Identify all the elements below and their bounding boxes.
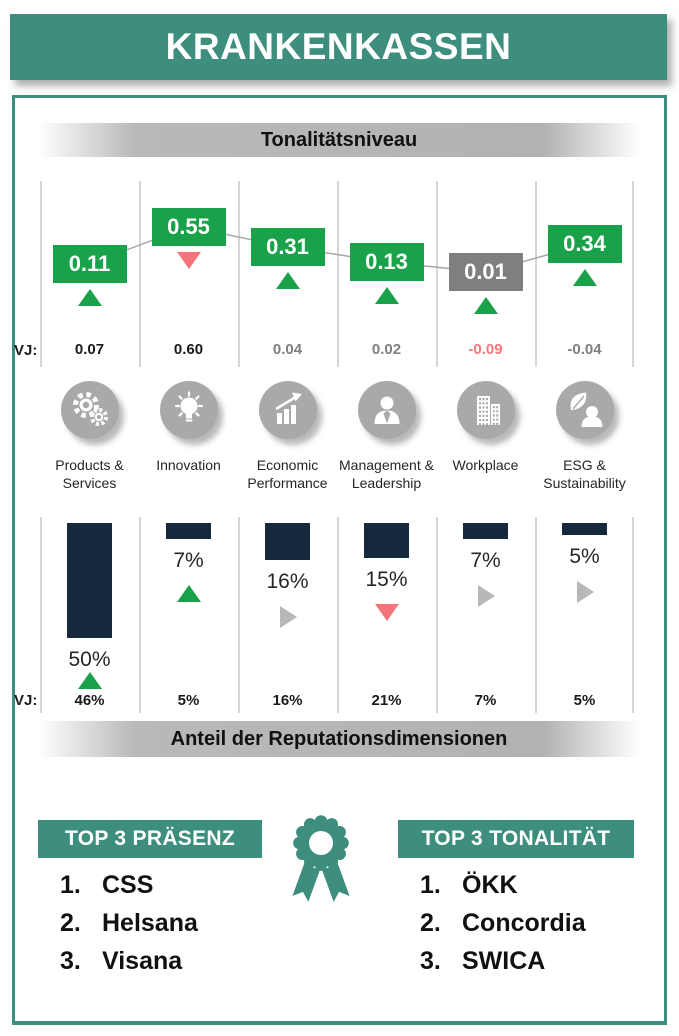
page-title-banner xyxy=(10,14,667,80)
gears-icon xyxy=(61,381,119,439)
trend-up-icon xyxy=(573,269,597,286)
top3-rank: 3. xyxy=(60,946,81,975)
tonality-vj-value: 0.04 xyxy=(272,341,303,358)
tonality-vj-label: VJ: xyxy=(14,342,38,359)
trend-up-icon xyxy=(474,297,498,314)
top3-name: Visana xyxy=(102,946,183,975)
dimension-label: Innovation xyxy=(156,457,221,473)
dimension-label: Economic Performance xyxy=(247,457,328,491)
tonality-section-header xyxy=(38,123,640,157)
trend-up-icon xyxy=(177,585,201,602)
leaf-person-icon xyxy=(556,381,614,439)
share-section-title: Anteil der Reputationsdimensionen xyxy=(170,727,508,750)
top3-name: Concordia xyxy=(462,908,586,937)
top3-entry xyxy=(420,904,586,942)
share-bar xyxy=(364,523,409,558)
dimension-label: Management & Leadership xyxy=(339,457,434,491)
share-percent-label: 7% xyxy=(173,549,204,573)
top3-entry xyxy=(420,942,586,980)
dimension-icons-row xyxy=(40,381,634,503)
dimension-label: ESG & Sustainability xyxy=(543,457,626,491)
top3-entry xyxy=(60,904,198,942)
share-vj-value: 5% xyxy=(177,692,200,709)
share-bar xyxy=(562,523,607,535)
top3-rank: 1. xyxy=(60,870,81,899)
column-separator-line xyxy=(238,517,240,713)
top3-name: Helsana xyxy=(102,908,198,937)
tonality-vj-value: -0.09 xyxy=(468,341,503,358)
top3-tonality-title: TOP 3 TONALITÄT xyxy=(421,827,611,850)
share-vj-value: 16% xyxy=(272,692,303,709)
column-separator-line xyxy=(139,517,141,713)
trend-down-icon xyxy=(177,252,201,269)
share-bar xyxy=(265,523,310,560)
top3-tonality-header xyxy=(398,820,634,858)
tonality-chart xyxy=(40,181,634,367)
trend-flat-icon xyxy=(577,581,594,603)
share-percent-label: 16% xyxy=(266,569,309,593)
share-bar xyxy=(67,523,112,638)
tonality-value-box: 0.01 xyxy=(449,253,523,291)
lightbulb-icon xyxy=(160,381,218,439)
tonality-connector-line xyxy=(40,181,634,367)
share-vj-value: 7% xyxy=(474,692,497,709)
share-bar xyxy=(166,523,211,539)
top3-entry xyxy=(420,866,586,904)
tonality-section-title: Tonalitätsniveau xyxy=(260,128,418,151)
share-bar-chart xyxy=(40,517,634,713)
tonality-vj-value: 0.02 xyxy=(371,341,402,358)
dimension-label: Products & Services xyxy=(55,457,124,491)
trend-up-icon xyxy=(375,287,399,304)
share-percent-label: 7% xyxy=(470,549,501,573)
share-vj-value: 46% xyxy=(74,692,105,709)
trend-up-icon xyxy=(78,289,102,306)
manager-icon xyxy=(358,381,416,439)
trend-up-icon xyxy=(78,672,102,689)
top3-presence-list xyxy=(60,866,198,980)
page-title: KRANKENKASSEN xyxy=(165,26,512,67)
top3-rank: 3. xyxy=(420,946,441,975)
share-percent-label: 50% xyxy=(68,648,111,671)
share-bar xyxy=(463,523,508,539)
column-separator-line xyxy=(436,517,438,713)
share-section-header xyxy=(38,721,640,757)
top3-entry xyxy=(60,942,198,980)
growth-chart-icon xyxy=(259,381,317,439)
dimension-label: Workplace xyxy=(452,457,519,473)
top3-presence-title: TOP 3 PRÄSENZ xyxy=(64,827,235,850)
top3-rank: 2. xyxy=(60,908,81,937)
tonality-value-box: 0.31 xyxy=(251,228,325,266)
trend-flat-icon xyxy=(478,585,495,607)
trend-down-icon xyxy=(375,604,399,621)
trend-up-icon xyxy=(276,272,300,289)
building-icon xyxy=(457,381,515,439)
column-separator-line xyxy=(40,517,42,713)
trend-flat-icon xyxy=(280,606,297,628)
tonality-value-box: 0.34 xyxy=(548,225,622,263)
top3-rank: 2. xyxy=(420,908,441,937)
share-percent-label: 5% xyxy=(569,544,600,568)
column-separator-line xyxy=(337,517,339,713)
top3-name: CSS xyxy=(102,870,154,899)
top3-tonality-list xyxy=(420,866,586,980)
share-percent-label: 15% xyxy=(365,567,408,591)
tonality-value-box: 0.11 xyxy=(53,245,127,283)
rosette-award-icon xyxy=(289,813,353,911)
share-vj-label: VJ: xyxy=(14,692,38,709)
tonality-vj-value: -0.04 xyxy=(567,341,602,358)
top3-presence-header xyxy=(38,820,262,858)
top3-entry xyxy=(60,866,198,904)
tonality-vj-value: 0.07 xyxy=(74,341,105,358)
tonality-vj-value: 0.60 xyxy=(173,341,204,358)
tonality-value-box: 0.55 xyxy=(152,208,226,246)
top3-name: SWICA xyxy=(462,946,546,975)
share-vj-value: 21% xyxy=(371,692,402,709)
top3-rank: 1. xyxy=(420,870,441,899)
top3-name: ÖKK xyxy=(462,870,518,899)
tonality-value-box: 0.13 xyxy=(350,243,424,281)
share-vj-value: 5% xyxy=(573,692,596,709)
